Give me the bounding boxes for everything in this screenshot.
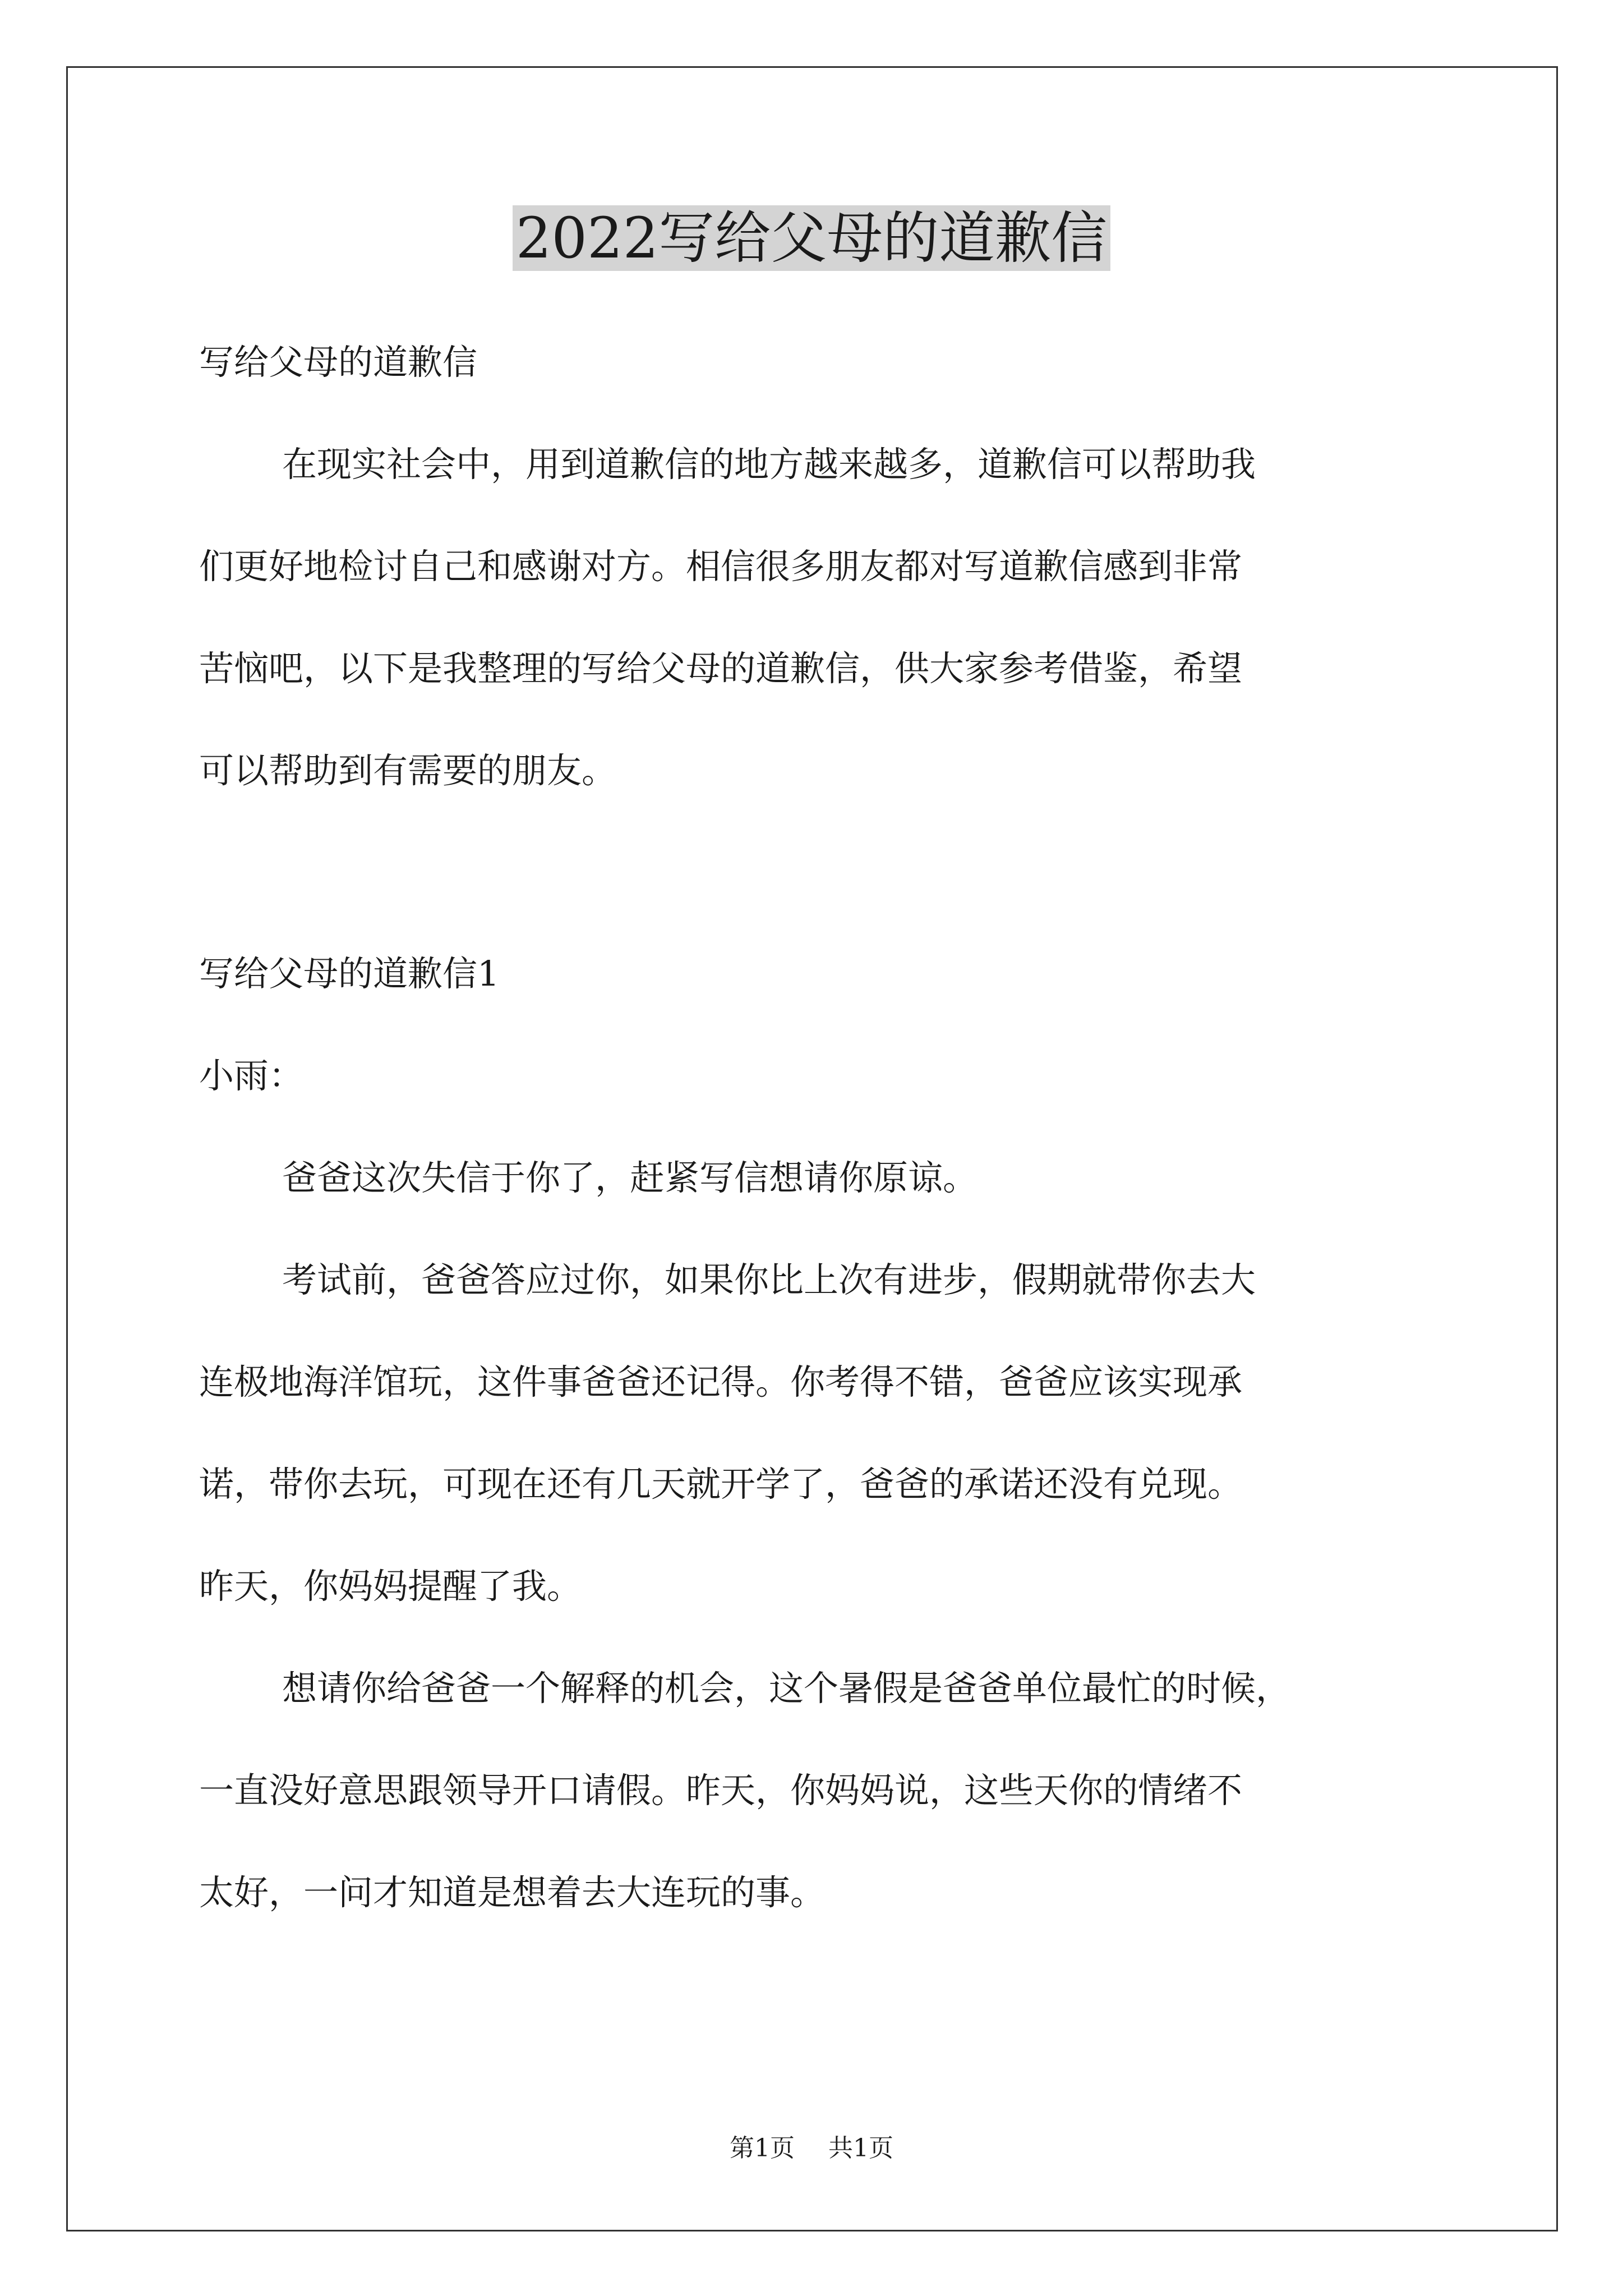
- intro-line: 们更好地检讨自己和感谢对方。相信很多朋友都对写道歉信感到非常: [199, 546, 1243, 587]
- paragraph-3: [199, 1637, 1433, 1944]
- intro-line: 苦恼吧，以下是我整理的写给父母的道歉信，供大家参考借鉴，希望: [199, 648, 1243, 689]
- paragraph-line: 连极地海洋馆玩，这件事爸爸还记得。你考得不错，爸爸应该实现承: [199, 1361, 1243, 1402]
- subtitle: 写给父母的道歉信: [199, 342, 478, 383]
- intro-line: 可以帮助到有需要的朋友。: [199, 750, 617, 791]
- intro-paragraph: [199, 413, 1433, 822]
- title-text: 2022写给父母的道歉信: [513, 205, 1111, 271]
- page-footer: [0, 2132, 1623, 2165]
- document-body: [199, 311, 1433, 1944]
- paragraph-1: 爸爸这次失信于你了，赶紧写信想请你原谅。: [282, 1157, 978, 1198]
- paragraph-line: 太好，一问才知道是想着去大连玩的事。: [199, 1872, 826, 1913]
- paragraph-line: 诺，带你去玩，可现在还有几天就开学了，爸爸的承诺还没有兑现。: [199, 1464, 1243, 1504]
- section-heading: 写给父母的道歉信1: [199, 953, 500, 994]
- salutation: 小雨：: [199, 1055, 304, 1096]
- paragraph-line: 昨天，你妈妈提醒了我。: [199, 1566, 582, 1607]
- intro-line: 在现实社会中，用到道歉信的地方越来越多，道歉信可以帮助我: [282, 444, 1256, 485]
- document-title: [0, 199, 1623, 278]
- paragraph-spacer: [199, 822, 1433, 923]
- paragraph-2: [199, 1229, 1433, 1637]
- page-number: 第1页: [730, 2134, 795, 2162]
- paragraph-line: 考试前，爸爸答应过你，如果你比上次有进步，假期就带你去大: [282, 1259, 1256, 1300]
- paragraph-line: 想请你给爸爸一个解释的机会，这个暑假是爸爸单位最忙的时候，: [282, 1668, 1291, 1709]
- paragraph-line: 一直没好意思跟领导开口请假。昨天，你妈妈说，这些天你的情绪不: [199, 1770, 1243, 1811]
- page-total: 共1页: [828, 2134, 893, 2162]
